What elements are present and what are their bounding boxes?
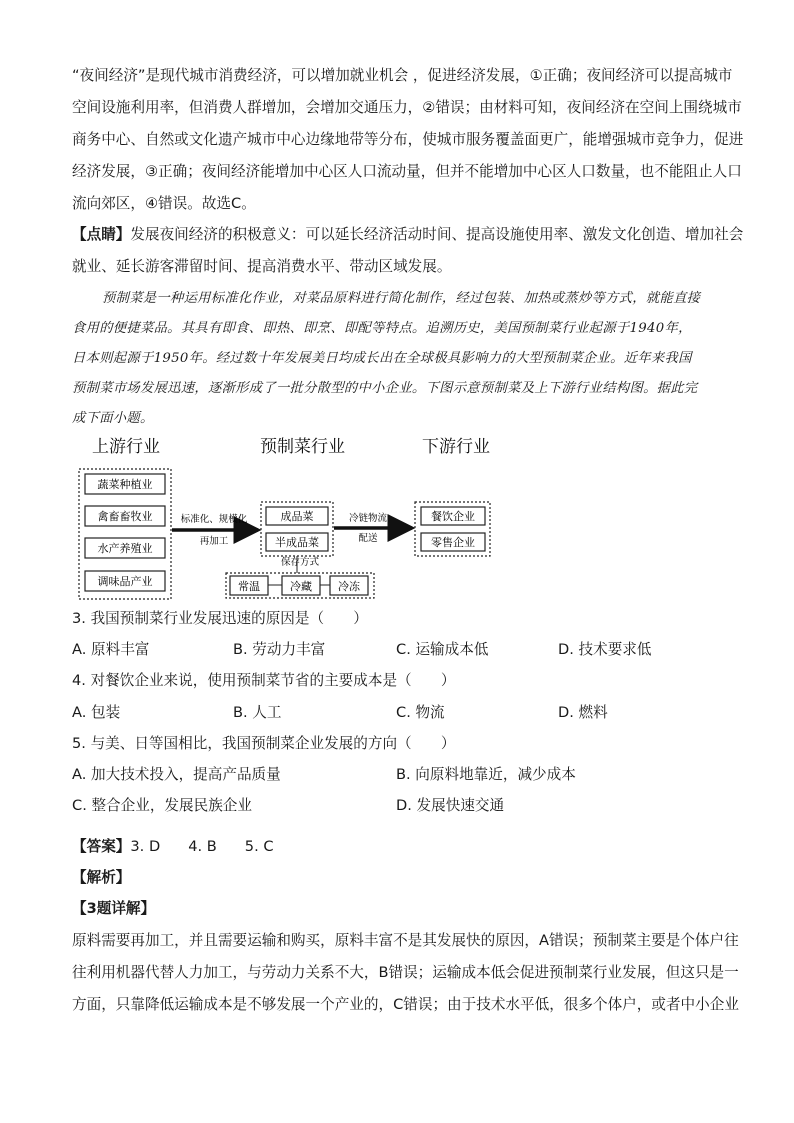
- upstream-item: 水产养殖业: [97, 542, 153, 555]
- option-b: B. 劳动力丰富: [233, 641, 326, 658]
- option-a: A. 加大技术投入，提高产品质量: [72, 766, 281, 783]
- downstream-item: 餐饮企业: [431, 510, 475, 523]
- paragraph-line: 流向郊区，④错误。故选C。: [72, 195, 256, 212]
- option-a: A. 包装: [72, 704, 121, 721]
- material-line: 日本则起源于1950年。经过数十年发展美日均成长出在全球极具影响力的大型预制菜企业。近年来我国: [72, 351, 692, 366]
- tip-text: 发展夜间经济的积极意义：可以延长经济活动时间、提高设施使用率、激发文化创造、增加社会: [130, 226, 744, 243]
- upstream-item: 禽畜畜牧业: [97, 510, 153, 523]
- processing-label: 再加工: [199, 536, 229, 547]
- answer-line: [72, 837, 274, 857]
- logistics-label: 冷链物流: [348, 513, 388, 524]
- answer-value: 3. D: [130, 838, 161, 855]
- option-d: D. 发展快速交通: [396, 797, 505, 814]
- logistics-label: 配送: [358, 533, 378, 544]
- material-line: 预制菜市场发展迅速，逐渐形成了一批分散型的中小企业。下图示意预制菜及上下游行业结构图。据此完: [72, 381, 698, 396]
- storage-item: 常温: [238, 580, 260, 593]
- option-c: C. 运输成本低: [396, 641, 489, 658]
- analysis-label: 【解析】: [72, 869, 131, 886]
- storage-item: 冷藏: [290, 580, 312, 593]
- option-b: B. 向原料地靠近，减少成本: [396, 766, 576, 783]
- material-line: 成下面小题。: [72, 411, 154, 426]
- tip-label: 【点睛】: [72, 226, 131, 243]
- downstream-item: 零售企业: [431, 536, 475, 549]
- downstream-title: 下游行业: [422, 437, 490, 457]
- processing-label: 标准化、规模化: [180, 514, 248, 525]
- question-stem: 3. 我国预制菜行业发展迅速的原因是（ ）: [72, 610, 368, 627]
- middle-item: 半成品菜: [275, 536, 319, 549]
- answer-label: 【答案】: [72, 838, 131, 855]
- answer-value: 5. C: [244, 838, 274, 855]
- industry-structure-diagram: [72, 432, 542, 604]
- material-line: 预制菜是一种运用标准化作业，对菜品原料进行简化制作，经过包装、加热或蒸炒等方式，就能直接: [102, 291, 701, 306]
- tip-paragraph: [72, 225, 743, 245]
- question-stem: 5. 与美、日等国相比，我国预制菜企业发展的方向（ ）: [72, 735, 456, 752]
- detail-line: 原料需要再加工，并且需要运输和购买，原料丰富不是其发展快的原因，A错误；预制菜主要是个体户往: [72, 932, 739, 949]
- middle-item: 成品菜: [280, 510, 314, 523]
- option-d: D. 技术要求低: [558, 641, 652, 658]
- detail-label: 【3题详解】: [72, 900, 156, 917]
- material-line: 食用的便捷菜品。其具有即食、即热、即烹、即配等特点。追溯历史，美国预制菜行业起源于1940年，: [72, 321, 692, 336]
- option-c: C. 物流: [396, 704, 445, 721]
- storage-label: 保存方式: [280, 557, 320, 568]
- tip-line: 就业、延长游客滞留时间、提高消费水平、带动区域发展。: [72, 258, 452, 275]
- detail-line: 往利用机器代替人力加工，与劳动力关系不大，B错误；运输成本低会促进预制菜行业发展，但这只是一: [72, 964, 739, 981]
- detail-line: 方面，只靠降低运输成本是不够发展一个产业的，C错误；由于技术水平低，很多个体户，或者中小企业: [72, 996, 739, 1013]
- storage-item: 冷冻: [338, 580, 360, 593]
- option-d: D. 燃料: [558, 704, 608, 721]
- paragraph-line: 商务中心、自然或文化遗产城市中心边缘地带等分布，使城市服务覆盖面更广，能增强城市竞争力，促进: [72, 131, 744, 148]
- question-stem: 4. 对餐饮企业来说，使用预制菜节省的主要成本是（ ）: [72, 672, 456, 689]
- paragraph-line: “夜间经济”是现代城市消费经济，可以增加就业机会 ，促进经济发展，①正确；夜间经济可以提高城市: [72, 67, 733, 84]
- upstream-item: 调味品产业: [97, 575, 153, 588]
- upstream-title: 上游行业: [92, 437, 160, 457]
- paragraph-line: 空间设施利用率，但消费人群增加，会增加交通压力，②错误；由材料可知，夜间经济在空间上围绕城市: [72, 99, 742, 116]
- answer-value: 4. B: [188, 838, 217, 855]
- upstream-item: 蔬菜种植业: [97, 478, 153, 491]
- middle-title: 预制菜行业: [260, 437, 345, 457]
- paragraph-line: 经济发展，③正确；夜间经济能增加中心区人口流动量，但并不能增加中心区人口数量，也不能阻止人口: [72, 163, 742, 180]
- option-c: C. 整合企业，发展民族企业: [72, 797, 253, 814]
- option-a: A. 原料丰富: [72, 641, 150, 658]
- option-b: B. 人工: [233, 704, 282, 721]
